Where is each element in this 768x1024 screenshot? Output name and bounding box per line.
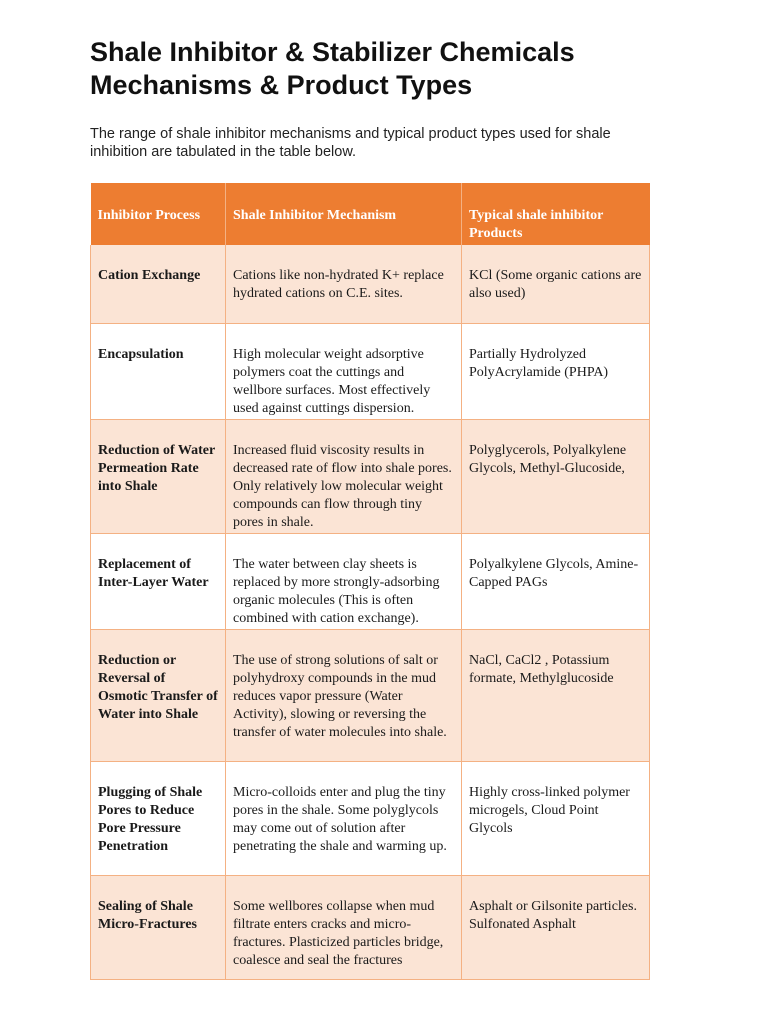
cell-products: Asphalt or Gilsonite particles. Sulfonated Asphalt xyxy=(462,875,650,979)
intro-line-2: inhibition are tabulated in the table below. xyxy=(90,144,357,160)
cell-process: Replacement of Inter-Layer Water xyxy=(91,533,226,629)
cell-mechanism: Cations like non-hydrated K+ replace hydrated cations on C.E. sites. xyxy=(226,245,462,323)
cell-mechanism: The water between clay sheets is replaced by more strongly-adsorbing organic molecules (This is often combined with cation exchange). xyxy=(226,533,462,629)
page-title xyxy=(90,36,690,102)
title-line-2: Mechanisms & Product Types xyxy=(90,70,473,100)
table-row xyxy=(91,629,650,761)
table-row xyxy=(91,761,650,875)
cell-process: Sealing of Shale Micro-Fractures xyxy=(91,875,226,979)
cell-mechanism: Some wellbores collapse when mud filtrate enters cracks and micro-fractures. Plasticized particles bridge, coalesce and seal the fractures xyxy=(226,875,462,979)
intro-line-1: The range of shale inhibitor mechanisms and typical product types used for shale xyxy=(90,126,611,142)
table-header-row xyxy=(91,183,650,245)
cell-mechanism: Increased fluid viscosity results in decreased rate of flow into shale pores. Only relatively low molecular weight compounds can flow through tiny pores in shale. xyxy=(226,419,462,533)
cell-products: KCl (Some organic cations are also used) xyxy=(462,245,650,323)
cell-products: NaCl, CaCl2 , Potassium formate, Methylglucoside xyxy=(462,629,650,761)
header-inhibitor-process: Inhibitor Process xyxy=(91,183,226,245)
cell-products: Polyalkylene Glycols, Amine-Capped PAGs xyxy=(462,533,650,629)
table-row xyxy=(91,875,650,979)
cell-products: Polyglycerols, Polyalkylene Glycols, Methyl-Glucoside, xyxy=(462,419,650,533)
cell-process: Plugging of Shale Pores to Reduce Pore Pressure Penetration xyxy=(91,761,226,875)
intro-paragraph xyxy=(90,125,650,161)
cell-mechanism: High molecular weight adsorptive polymers coat the cuttings and wellbore surfaces. Most effectively used against cuttings dispersion. xyxy=(226,323,462,419)
cell-process: Encapsulation xyxy=(91,323,226,419)
table-row xyxy=(91,245,650,323)
title-line-1: Shale Inhibitor & Stabilizer Chemicals xyxy=(90,37,575,67)
cell-products: Highly cross-linked polymer microgels, Cloud Point Glycols xyxy=(462,761,650,875)
cell-process: Reduction of Water Permeation Rate into Shale xyxy=(91,419,226,533)
table-row xyxy=(91,323,650,419)
header-typical-products: Typical shale inhibitor Products xyxy=(462,183,650,245)
cell-products: Partially Hydrolyzed PolyAcrylamide (PHPA) xyxy=(462,323,650,419)
cell-mechanism: The use of strong solutions of salt or polyhydroxy compounds in the mud reduces vapor pressure (Water Activity), slowing or reversing the transfer of water molecules into shale. xyxy=(226,629,462,761)
table-row xyxy=(91,533,650,629)
table-row xyxy=(91,419,650,533)
cell-process: Cation Exchange xyxy=(91,245,226,323)
header-shale-inhibitor-mechanism: Shale Inhibitor Mechanism xyxy=(226,183,462,245)
shale-inhibitor-table xyxy=(90,183,650,980)
cell-mechanism: Micro-colloids enter and plug the tiny pores in the shale. Some polyglycols may come out of solution after penetrating the shale and warming up. xyxy=(226,761,462,875)
cell-process: Reduction or Reversal of Osmotic Transfer of Water into Shale xyxy=(91,629,226,761)
